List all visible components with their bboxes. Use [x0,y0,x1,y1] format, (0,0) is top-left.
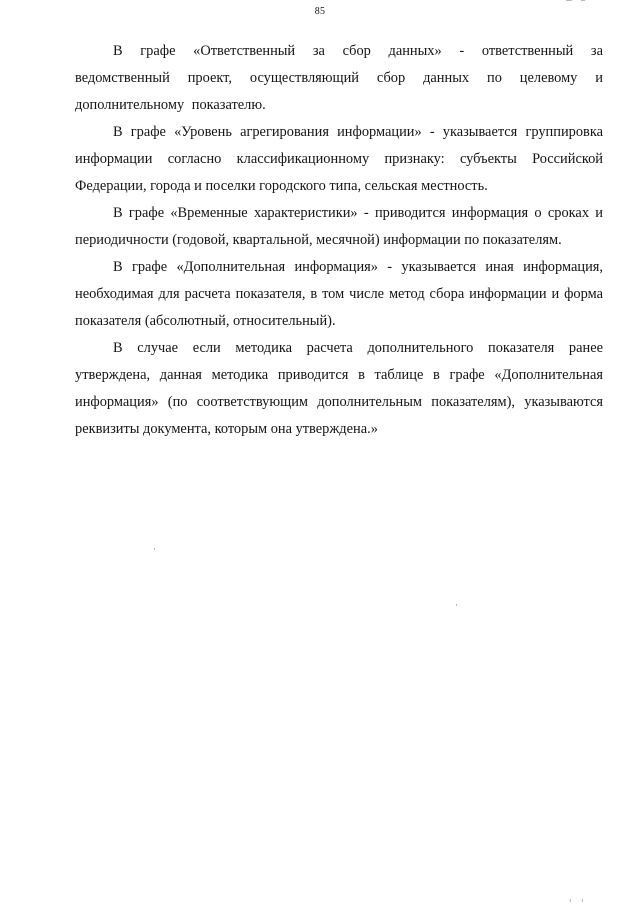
scan-speck [581,0,585,1]
scan-speck [456,604,457,606]
scan-speck [570,899,571,902]
paragraph-methodology-approval: В случае если методика расчета дополнительного показателя ранее утверждена, данная методика приводится в таблице в графе «Дополнительная информация» (по соответствующим дополнительным показателям), указываются реквизиты документа, которым она утверждена.» [75,340,603,437]
scan-speck [566,0,572,1]
paragraph-time-characteristics: В графе «Временные характеристики» - приводится информация о сроках и периодичности (годовой, квартальной, месячной) информации по показателям. [75,205,603,248]
page-number: 85 [314,6,326,17]
scan-speck [154,548,155,550]
document-body [75,38,603,443]
paragraph-responsible-for-data-collection: В графе «Ответственный за сбор данных» - ответственный за ведомственный проект, осуществляющий сбор данных по целевому и дополнительному показателю. [75,43,603,113]
paragraph-aggregation-level: В графе «Уровень агрегирования информации» - указывается группировка информации согласно классификационному признаку: субъекты Российской Федерации, города и поселки городского типа, сельская местность. [75,124,603,194]
scan-speck [582,899,583,902]
paragraph-additional-information: В графе «Дополнительная информация» - указывается иная информация, необходимая для расчета показателя, в том числе метод сбора информации и форма показателя (абсолютный, относительный). [75,259,603,329]
